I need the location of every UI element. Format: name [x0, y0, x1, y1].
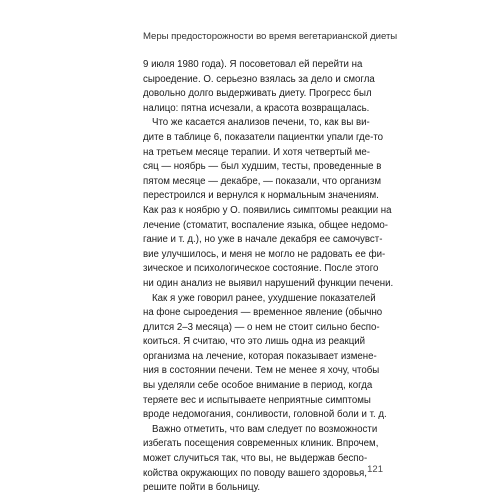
- text-line: вие улучшилось, и меня не могло не радовать ее фи-: [143, 248, 386, 260]
- text-line: пятом месяце — декабре, — показали, что организм: [143, 175, 382, 187]
- text-line: 9 июля 1980 года). Я посоветовал ей перейти на: [143, 59, 363, 70]
- paragraph-2: [143, 116, 394, 291]
- paragraph-1: [143, 58, 379, 116]
- text-line: вы уделяли себе особое внимание в период, когда: [143, 380, 373, 392]
- text-line: сыроедение. О. серьезно взялась за дело и смогла: [143, 73, 375, 85]
- text-line: на третьем месяце терапии. И хотя четвертый ме-: [143, 146, 371, 158]
- text-line: гание и т. д.), но уже в начале декабря ее самочувст-: [143, 234, 383, 246]
- text-line: Как я уже говорил ранее, ухудшение показателей: [152, 292, 376, 304]
- text-line: решите пойти в больницу.: [143, 482, 261, 494]
- paragraph-4: [143, 423, 379, 496]
- text-line: перестроился и вернулся к нормальным значениям.: [143, 190, 379, 202]
- paragraph-3: [143, 292, 387, 423]
- text-line: Как раз к ноябрю у О. появились симптомы реакции на: [143, 204, 392, 216]
- text-line: довольно долго выдерживать диету. Прогресс был: [143, 88, 372, 100]
- text-line: коиться. Я считаю, что это лишь одна из реакций: [143, 336, 366, 348]
- text-line: организма на лечение, которая показывает измене-: [143, 350, 377, 362]
- text-line: вроде недомогания, сонливости, головной боли и т. д.: [143, 409, 387, 421]
- text-line: налицо: пятна исчезали, а красота возвращалась.: [143, 102, 370, 114]
- text-line: зическое и психологическое состояние. После этого: [143, 263, 379, 275]
- text-line: избегать посещения современных клиник. Впрочем,: [143, 438, 379, 450]
- text-line: может случиться так, что вы, не выдержав беспо-: [143, 453, 368, 465]
- text-line: сяц — ноябрь — был худшим, тесты, проведенные в: [143, 161, 382, 173]
- body-text: [143, 58, 394, 496]
- text-line: дите в таблице 6, показатели пациентки упали где-то: [143, 131, 384, 143]
- text-line: Что же касается анализов печени, то, как вы ви-: [152, 117, 370, 129]
- text-line: длится 2–3 месяца) — о нем не стоит сильно беспо-: [143, 321, 380, 333]
- page-number: 121: [367, 464, 383, 475]
- text-line: лечение (стоматит, воспаление языка, общее недомо-: [143, 219, 388, 231]
- text-line: койства окружающих по поводу вашего здоровья,: [143, 467, 367, 479]
- text-line: ни один анализ не выявил нарушений функции печени.: [143, 277, 394, 289]
- text-line: теряете вес и испытываете неприятные симптомы: [143, 394, 371, 406]
- running-header: Меры предосторожности во время вегетарианской диеты: [143, 31, 398, 42]
- text-line: Важно отметить, что вам следует по возможности: [152, 423, 378, 435]
- text-line: на фоне сыроедения — временное явление (обычно: [143, 307, 383, 319]
- text-line: ния в состоянии печени. Тем не менее я хочу, чтобы: [143, 365, 380, 377]
